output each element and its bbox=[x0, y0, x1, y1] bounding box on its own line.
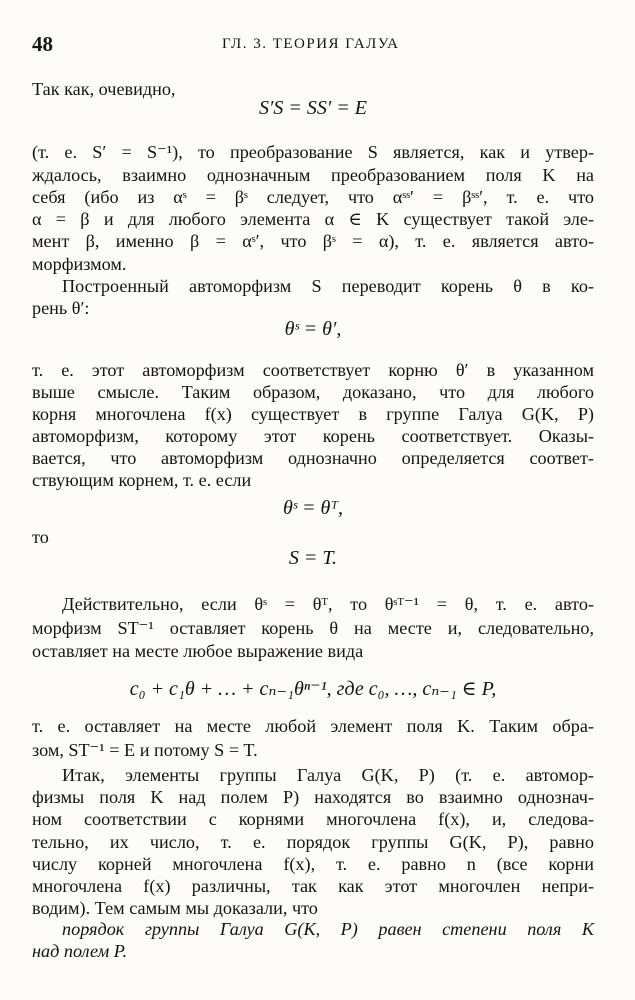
page-number: 48 bbox=[32, 32, 53, 56]
text-line: морфизмом. bbox=[32, 254, 127, 274]
text-line: тельно, их число, т. е. порядок группы G(K, P), равно bbox=[32, 832, 594, 852]
text-line: Так как, очевидно, bbox=[32, 79, 176, 99]
text-line: ном соответствии с корнями многочлена f(x), и, следова- bbox=[32, 809, 594, 829]
formula: S′S = SS′ = E bbox=[259, 97, 367, 119]
text-line: ждалось, взаимно однозначным преобразованием поля K на bbox=[32, 165, 594, 185]
formula: S = T. bbox=[288, 547, 338, 569]
text-line: Действительно, если θˢ = θᵀ, то θˢᵀ⁻¹ = θ, т. е. авто- bbox=[62, 594, 594, 614]
formula: θˢ = θ′, bbox=[284, 318, 342, 340]
text-line: автоморфизм, которому этот корень соответствует. Оказы- bbox=[32, 426, 594, 446]
text-line: Построенный автоморфизм S переводит корень θ в ко- bbox=[62, 276, 594, 296]
text-line: Итак, элементы группы Галуа G(K, P) (т. е. автомор- bbox=[62, 765, 594, 785]
text-line: морфизм ST⁻¹ оставляет корень θ на месте и, следовательно, bbox=[32, 618, 594, 638]
text-line: ствующим корнем, т. е. если bbox=[32, 470, 252, 490]
text-line: физмы поля K над полем P) находятся во взаимно однознач- bbox=[32, 787, 594, 807]
text-line: числу корней многочлена f(x), т. е. равно n (все корни bbox=[32, 854, 594, 874]
page-header bbox=[32, 32, 603, 56]
text-line: себя (ибо из αˢ = βˢ следует, что αˢˢ′ = βˢˢ′, т. е. что bbox=[32, 187, 594, 207]
text-line: т. е. этот автоморфизм соответствует корню θ′ в указанном bbox=[32, 360, 594, 380]
formula: c₀ + c₁θ + … + cₙ₋₁θⁿ⁻¹, где c₀, …, cₙ₋₁ ∈ P, bbox=[129, 678, 497, 700]
text-line: рень θ′: bbox=[32, 298, 90, 318]
text-line: то bbox=[32, 527, 49, 547]
text-line: вается, что автоморфизм однозначно определяется соответ- bbox=[32, 448, 594, 468]
text-line: α = β и для любого элемента α ∈ K существует такой эле- bbox=[32, 209, 594, 229]
text-line: зом, ST⁻¹ = E и потому S = T. bbox=[32, 740, 258, 760]
formula: θˢ = θᵀ, bbox=[282, 497, 344, 519]
text-line: (т. е. S′ = S⁻¹), то преобразование S является, как и утвер- bbox=[32, 142, 594, 162]
text-line: мент β, именно β = αˢ′, что βˢ = α), т. е. является авто- bbox=[32, 231, 594, 251]
theorem-line: порядок группы Галуа G(K, P) равен степени поля K bbox=[62, 919, 594, 939]
running-head: ГЛ. 3. ТЕОРИЯ ГАЛУА bbox=[222, 36, 400, 52]
text-line: водим). Тем самым мы доказали, что bbox=[32, 898, 318, 918]
text-line: выше смысле. Таким образом, доказано, что для любого bbox=[32, 382, 594, 402]
text-line: т. е. оставляет на месте любой элемент поля K. Таким обра- bbox=[32, 716, 594, 736]
text-line: корня многочлена f(x) существует в группе Галуа G(K, P) bbox=[32, 404, 594, 424]
theorem-line: над полем P. bbox=[32, 941, 128, 961]
text-line: оставляет на месте любое выражение вида bbox=[32, 641, 364, 661]
text-line: многочлена f(x) различны, так как этот многочлен непри- bbox=[32, 876, 594, 896]
